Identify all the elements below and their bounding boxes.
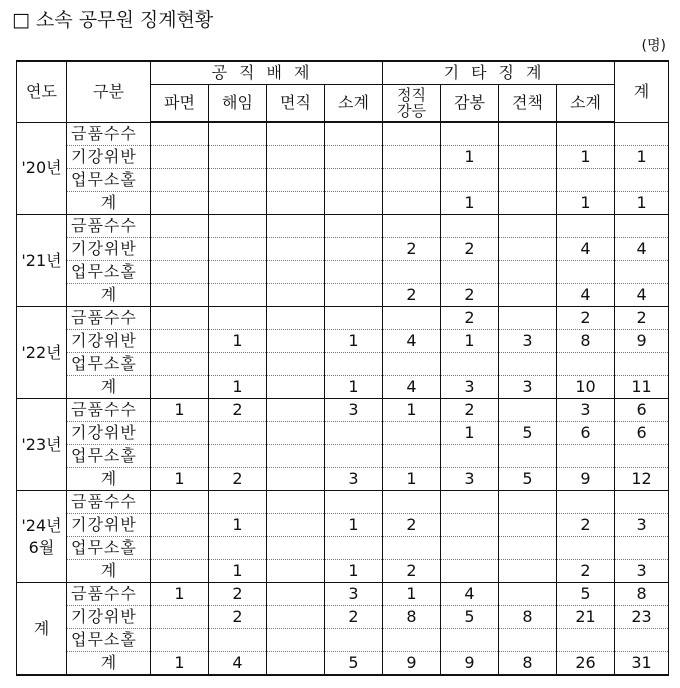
table-row	[17, 330, 669, 353]
category-cell: 계	[67, 284, 151, 307]
value-cell: 1	[325, 376, 383, 399]
category-cell: 계	[67, 468, 151, 491]
value-cell	[557, 491, 615, 514]
table-row	[17, 169, 669, 192]
value-cell	[383, 445, 441, 468]
value-cell: 3	[441, 468, 499, 491]
value-cell	[557, 445, 615, 468]
value-cell	[267, 192, 325, 215]
value-cell	[267, 238, 325, 261]
value-cell	[267, 468, 325, 491]
value-cell: 8	[557, 330, 615, 353]
value-cell	[383, 629, 441, 652]
value-cell: 5	[499, 468, 557, 491]
value-cell	[151, 445, 209, 468]
value-cell	[267, 376, 325, 399]
value-cell: 21	[557, 606, 615, 629]
value-cell	[383, 422, 441, 445]
year-cell: '23년	[17, 399, 67, 491]
category-cell: 업무소홀	[67, 169, 151, 192]
value-cell	[151, 146, 209, 169]
category-cell: 업무소홀	[67, 353, 151, 376]
value-cell	[151, 376, 209, 399]
value-cell	[325, 422, 383, 445]
category-cell: 계	[67, 376, 151, 399]
value-cell: 3	[325, 399, 383, 422]
value-cell	[151, 261, 209, 284]
value-cell: 1	[383, 468, 441, 491]
value-cell: 1	[325, 560, 383, 583]
value-cell	[383, 146, 441, 169]
category-cell: 업무소홀	[67, 629, 151, 652]
value-cell	[267, 629, 325, 652]
value-cell	[383, 491, 441, 514]
value-cell	[209, 122, 267, 146]
value-cell	[499, 146, 557, 169]
value-cell	[441, 122, 499, 146]
value-cell	[209, 307, 267, 330]
value-cell: 4	[615, 238, 669, 261]
value-cell: 1	[209, 560, 267, 583]
value-cell	[499, 583, 557, 606]
value-cell	[325, 537, 383, 560]
header-pay-cut: 감봉	[441, 85, 499, 123]
value-cell: 26	[557, 652, 615, 676]
value-cell	[441, 491, 499, 514]
table-row	[17, 560, 669, 583]
value-cell: 4	[209, 652, 267, 676]
category-cell: 금품수수	[67, 307, 151, 330]
value-cell	[151, 238, 209, 261]
category-cell: 계	[67, 652, 151, 676]
value-cell: 4	[441, 583, 499, 606]
category-cell: 기강위반	[67, 422, 151, 445]
year-cell: '24년 6월	[17, 491, 67, 583]
value-cell	[325, 169, 383, 192]
category-cell: 금품수수	[67, 491, 151, 514]
value-cell	[209, 169, 267, 192]
value-cell: 4	[383, 330, 441, 353]
value-cell	[325, 284, 383, 307]
header-total: 계	[615, 61, 669, 122]
value-cell: 4	[557, 284, 615, 307]
value-cell	[267, 514, 325, 537]
value-cell	[499, 399, 557, 422]
value-cell	[151, 629, 209, 652]
table-row	[17, 399, 669, 422]
value-cell	[499, 629, 557, 652]
value-cell: 6	[615, 399, 669, 422]
table-row	[17, 583, 669, 606]
value-cell: 1	[557, 192, 615, 215]
category-cell: 금품수수	[67, 122, 151, 146]
value-cell: 4	[383, 376, 441, 399]
value-cell	[499, 560, 557, 583]
value-cell	[209, 284, 267, 307]
value-cell: 1	[151, 468, 209, 491]
value-cell	[267, 606, 325, 629]
value-cell: 6	[557, 422, 615, 445]
value-cell	[151, 606, 209, 629]
value-cell	[325, 307, 383, 330]
value-cell	[267, 146, 325, 169]
value-cell: 4	[557, 238, 615, 261]
value-cell	[441, 445, 499, 468]
header-discharge: 면직	[267, 85, 325, 123]
value-cell: 1	[441, 192, 499, 215]
value-cell	[499, 537, 557, 560]
header-reprimand: 견책	[499, 85, 557, 123]
category-cell: 업무소홀	[67, 445, 151, 468]
value-cell: 2	[557, 514, 615, 537]
value-cell	[615, 629, 669, 652]
value-cell	[267, 330, 325, 353]
unit-label: (명)	[641, 38, 666, 54]
value-cell	[209, 629, 267, 652]
value-cell	[151, 192, 209, 215]
value-cell	[499, 445, 557, 468]
value-cell: 2	[325, 606, 383, 629]
category-cell: 계	[67, 192, 151, 215]
value-cell: 3	[325, 468, 383, 491]
value-cell	[557, 353, 615, 376]
value-cell: 10	[557, 376, 615, 399]
value-cell	[267, 353, 325, 376]
page-title: □ 소속 공무원 징계현황	[12, 9, 214, 31]
value-cell: 1	[151, 399, 209, 422]
value-cell	[383, 169, 441, 192]
table-row	[17, 261, 669, 284]
value-cell	[209, 445, 267, 468]
category-cell: 기강위반	[67, 238, 151, 261]
value-cell	[499, 491, 557, 514]
value-cell: 23	[615, 606, 669, 629]
value-cell	[209, 238, 267, 261]
value-cell	[267, 215, 325, 238]
value-cell: 8	[499, 652, 557, 676]
value-cell	[151, 330, 209, 353]
value-cell: 1	[615, 192, 669, 215]
table-row	[17, 238, 669, 261]
category-cell: 기강위반	[67, 606, 151, 629]
value-cell	[267, 445, 325, 468]
value-cell: 9	[441, 652, 499, 676]
value-cell	[441, 169, 499, 192]
value-cell: 1	[209, 376, 267, 399]
value-cell	[325, 238, 383, 261]
value-cell: 3	[615, 514, 669, 537]
value-cell	[499, 353, 557, 376]
value-cell	[267, 261, 325, 284]
category-cell: 기강위반	[67, 146, 151, 169]
value-cell: 2	[209, 399, 267, 422]
value-cell	[151, 560, 209, 583]
value-cell	[267, 284, 325, 307]
value-cell	[615, 353, 669, 376]
value-cell	[383, 537, 441, 560]
category-cell: 업무소홀	[67, 261, 151, 284]
value-cell	[499, 169, 557, 192]
value-cell	[267, 583, 325, 606]
value-cell	[615, 169, 669, 192]
value-cell	[209, 422, 267, 445]
value-cell: 1	[615, 146, 669, 169]
value-cell	[557, 261, 615, 284]
category-cell: 금품수수	[67, 215, 151, 238]
value-cell: 6	[615, 422, 669, 445]
value-cell	[151, 422, 209, 445]
value-cell: 8	[383, 606, 441, 629]
value-cell	[325, 445, 383, 468]
value-cell: 2	[209, 606, 267, 629]
table-row	[17, 284, 669, 307]
value-cell	[615, 261, 669, 284]
value-cell: 3	[499, 376, 557, 399]
value-cell	[383, 122, 441, 146]
value-cell: 3	[441, 376, 499, 399]
value-cell	[151, 284, 209, 307]
value-cell	[383, 215, 441, 238]
category-cell: 업무소홀	[67, 537, 151, 560]
value-cell: 2	[441, 238, 499, 261]
value-cell: 2	[615, 307, 669, 330]
table-row	[17, 353, 669, 376]
table-row	[17, 514, 669, 537]
value-cell: 1	[151, 652, 209, 676]
value-cell: 1	[441, 422, 499, 445]
value-cell	[209, 192, 267, 215]
value-cell: 5	[499, 422, 557, 445]
value-cell	[615, 215, 669, 238]
value-cell: 11	[615, 376, 669, 399]
value-cell	[557, 629, 615, 652]
value-cell	[499, 122, 557, 146]
value-cell: 1	[151, 583, 209, 606]
value-cell	[499, 307, 557, 330]
value-cell	[267, 537, 325, 560]
value-cell	[325, 122, 383, 146]
value-cell	[325, 215, 383, 238]
value-cell	[615, 445, 669, 468]
value-cell	[557, 537, 615, 560]
value-cell	[209, 353, 267, 376]
value-cell: 5	[557, 583, 615, 606]
value-cell	[151, 514, 209, 537]
table-row	[17, 606, 669, 629]
value-cell	[267, 560, 325, 583]
table-row	[17, 491, 669, 514]
year-cell: '20년	[17, 122, 67, 215]
value-cell	[557, 215, 615, 238]
value-cell	[325, 629, 383, 652]
value-cell: 8	[615, 583, 669, 606]
value-cell: 31	[615, 652, 669, 676]
value-cell: 9	[383, 652, 441, 676]
value-cell	[325, 146, 383, 169]
value-cell: 2	[441, 399, 499, 422]
value-cell	[441, 353, 499, 376]
value-cell: 1	[209, 330, 267, 353]
value-cell: 1	[441, 330, 499, 353]
value-cell: 2	[383, 284, 441, 307]
value-cell	[151, 215, 209, 238]
value-cell	[499, 284, 557, 307]
table-row	[17, 445, 669, 468]
header-year: 연도	[17, 61, 67, 122]
value-cell	[499, 261, 557, 284]
discipline-table	[16, 60, 669, 676]
value-cell	[209, 261, 267, 284]
table-row	[17, 468, 669, 491]
value-cell	[499, 192, 557, 215]
header-category: 구분	[67, 61, 151, 122]
value-cell	[615, 122, 669, 146]
value-cell: 3	[615, 560, 669, 583]
category-cell: 계	[67, 560, 151, 583]
value-cell	[151, 122, 209, 146]
value-cell: 3	[557, 399, 615, 422]
value-cell	[441, 514, 499, 537]
value-cell: 2	[557, 560, 615, 583]
table-row	[17, 215, 669, 238]
value-cell: 3	[499, 330, 557, 353]
value-cell	[267, 422, 325, 445]
value-cell: 2	[383, 560, 441, 583]
value-cell	[325, 261, 383, 284]
value-cell	[441, 629, 499, 652]
category-cell: 금품수수	[67, 399, 151, 422]
value-cell: 1	[209, 514, 267, 537]
year-cell: 계	[17, 583, 67, 676]
value-cell: 1	[325, 514, 383, 537]
value-cell: 9	[615, 330, 669, 353]
header-removal: 해임	[209, 85, 267, 123]
value-cell	[151, 353, 209, 376]
value-cell	[383, 192, 441, 215]
value-cell	[499, 215, 557, 238]
table-row	[17, 422, 669, 445]
value-cell	[267, 491, 325, 514]
header-group-exclusion: 공직배제	[151, 61, 383, 85]
category-cell: 금품수수	[67, 583, 151, 606]
value-cell	[151, 307, 209, 330]
value-cell	[325, 192, 383, 215]
value-cell: 1	[441, 146, 499, 169]
value-cell	[267, 307, 325, 330]
table-row	[17, 376, 669, 399]
value-cell	[151, 537, 209, 560]
value-cell	[557, 122, 615, 146]
table-row	[17, 122, 669, 146]
value-cell	[441, 215, 499, 238]
value-cell	[441, 560, 499, 583]
value-cell	[615, 491, 669, 514]
value-cell: 2	[209, 468, 267, 491]
value-cell	[499, 514, 557, 537]
year-cell: '22년	[17, 307, 67, 399]
header-group-other: 기타징계	[383, 61, 615, 85]
table-row	[17, 146, 669, 169]
table-row	[17, 307, 669, 330]
value-cell: 2	[441, 284, 499, 307]
value-cell	[441, 537, 499, 560]
table-row	[17, 629, 669, 652]
category-cell: 기강위반	[67, 514, 151, 537]
value-cell	[209, 146, 267, 169]
value-cell	[615, 537, 669, 560]
category-cell: 기강위반	[67, 330, 151, 353]
value-cell	[499, 238, 557, 261]
value-cell: 1	[383, 583, 441, 606]
value-cell	[267, 652, 325, 676]
value-cell	[383, 261, 441, 284]
value-cell	[209, 491, 267, 514]
value-cell	[557, 169, 615, 192]
value-cell	[267, 169, 325, 192]
value-cell: 2	[557, 307, 615, 330]
header-subtotal-a: 소계	[325, 85, 383, 123]
year-cell: '21년	[17, 215, 67, 307]
value-cell: 2	[383, 514, 441, 537]
value-cell: 5	[325, 652, 383, 676]
value-cell: 8	[499, 606, 557, 629]
value-cell	[209, 215, 267, 238]
value-cell: 3	[325, 583, 383, 606]
value-cell: 5	[441, 606, 499, 629]
value-cell	[383, 353, 441, 376]
value-cell	[325, 353, 383, 376]
value-cell	[151, 169, 209, 192]
table-row	[17, 192, 669, 215]
value-cell	[441, 261, 499, 284]
table-row	[17, 537, 669, 560]
header-subtotal-b: 소계	[557, 85, 615, 123]
header-dismissal: 파면	[151, 85, 209, 123]
value-cell: 1	[325, 330, 383, 353]
header-suspension-demotion: 정직강등	[383, 85, 441, 123]
value-cell: 2	[209, 583, 267, 606]
value-cell	[325, 491, 383, 514]
table-row	[17, 652, 669, 676]
value-cell: 1	[383, 399, 441, 422]
value-cell: 1	[557, 146, 615, 169]
value-cell: 2	[383, 238, 441, 261]
value-cell: 2	[441, 307, 499, 330]
value-cell	[267, 122, 325, 146]
value-cell	[383, 307, 441, 330]
value-cell: 9	[557, 468, 615, 491]
value-cell: 12	[615, 468, 669, 491]
value-cell: 4	[615, 284, 669, 307]
value-cell	[267, 399, 325, 422]
value-cell	[209, 537, 267, 560]
value-cell	[151, 491, 209, 514]
